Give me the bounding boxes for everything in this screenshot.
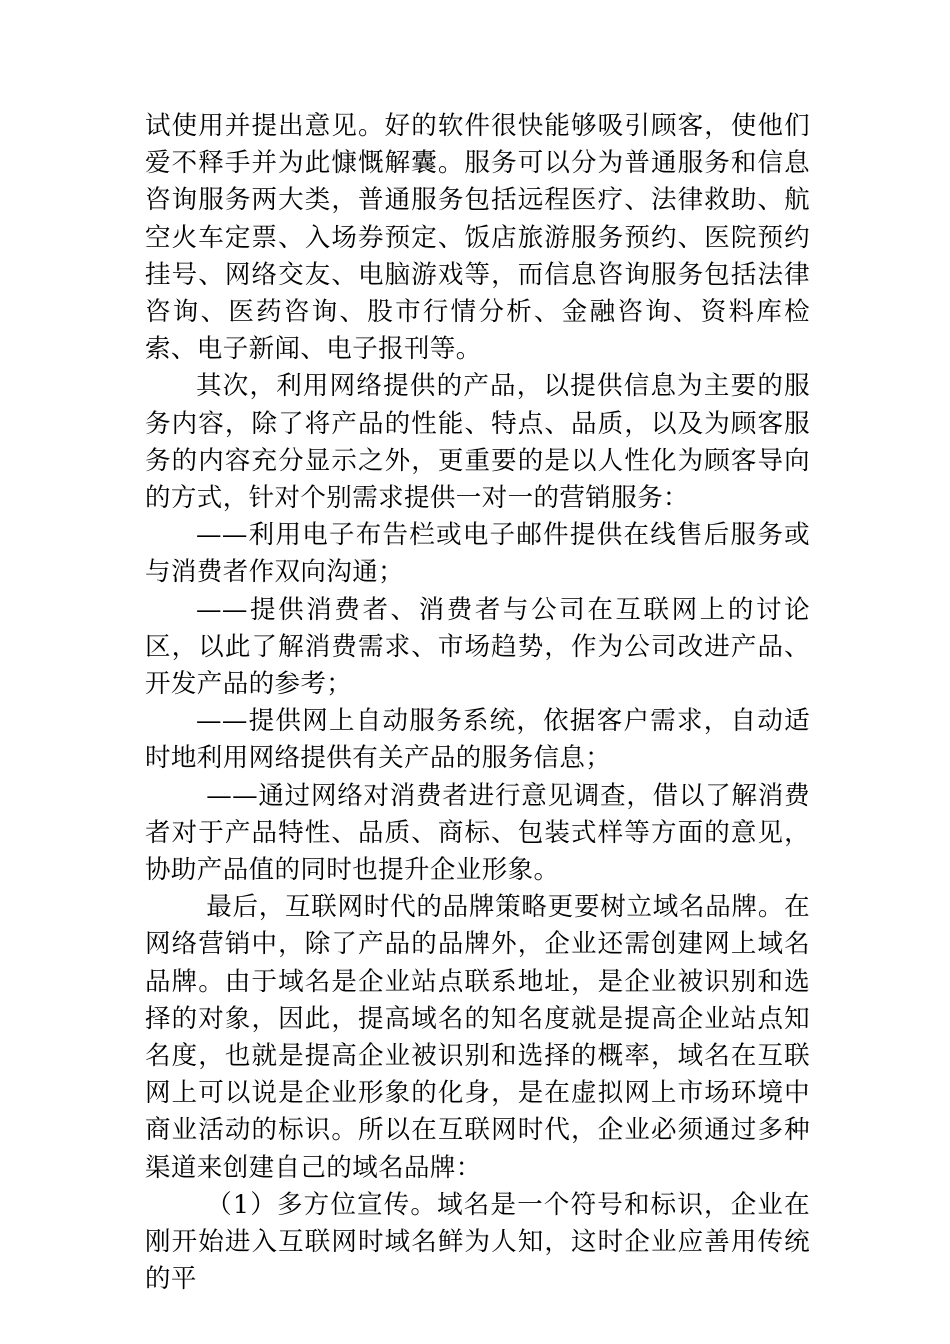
list-item-auto-service: ——提供网上自动服务系统，依据客户需求，自动适时地利用网络提供有关产品的服务信息； [145,706,810,774]
paragraph-multi-channel-promotion: （1）多方位宣传。域名是一个符号和标识，企业在刚开始进入互联网时域名鲜为人知，这时企业应善用传统的平 [145,1189,810,1295]
paragraph-finally-domain-brand: 最后，互联网时代的品牌策略更要树立域名品牌。在网络营销中，除了产品的品牌外，企业还需创建网上域名品牌。由于域名是企业站点联系地址，是企业被识别和选择的对象，因此，提高域名的知名度就是提高企业站点知名度，也就是提高企业被识别和选择的概率，域名在互联网上可以说是企业形象的化身，是在虚拟网上市场环境中商业活动的标识。所以在互联网时代，企业必须通过多种渠道来创建自己的域名品牌： [145,892,810,1183]
paragraph-secondly: 其次，利用网络提供的产品，以提供信息为主要的服务内容，除了将产品的性能、特点、品质，以及为顾客服务的内容充分显示之外，更重要的是以人性化为顾客导向的方式，针对个别需求提供一对一的营销服务： [145,371,810,514]
document-body [145,108,810,1299]
list-item-bulletin-board: ——利用电子布告栏或电子邮件提供在线售后服务或与消费者作双向沟通； [145,520,810,588]
paragraph-services: 试使用并提出意见。好的软件很快能够吸引顾客，使他们爱不释手并为此慷慨解囊。服务可以分为普通服务和信息咨询服务两大类，普通服务包括远程医疗、法律救助、航空火车定票、入场券预定、饭店旅游服务预约、医院预约挂号、网络交友、电脑游戏等，而信息咨询服务包括法律咨询、医药咨询、股市行情分析、金融咨询、资料库检索、电子新闻、电子报刊等。 [145,111,810,365]
list-item-discussion-area: ——提供消费者、消费者与公司在互联网上的讨论区，以此了解消费需求、市场趋势，作为公司改进产品、开发产品的参考； [145,594,810,700]
list-item-survey: ——通过网络对消费者进行意见调查，借以了解消费者对于产品特性、品质、商标、包装式样等方面的意见，协助产品值的同时也提升企业形象。 [145,780,810,886]
